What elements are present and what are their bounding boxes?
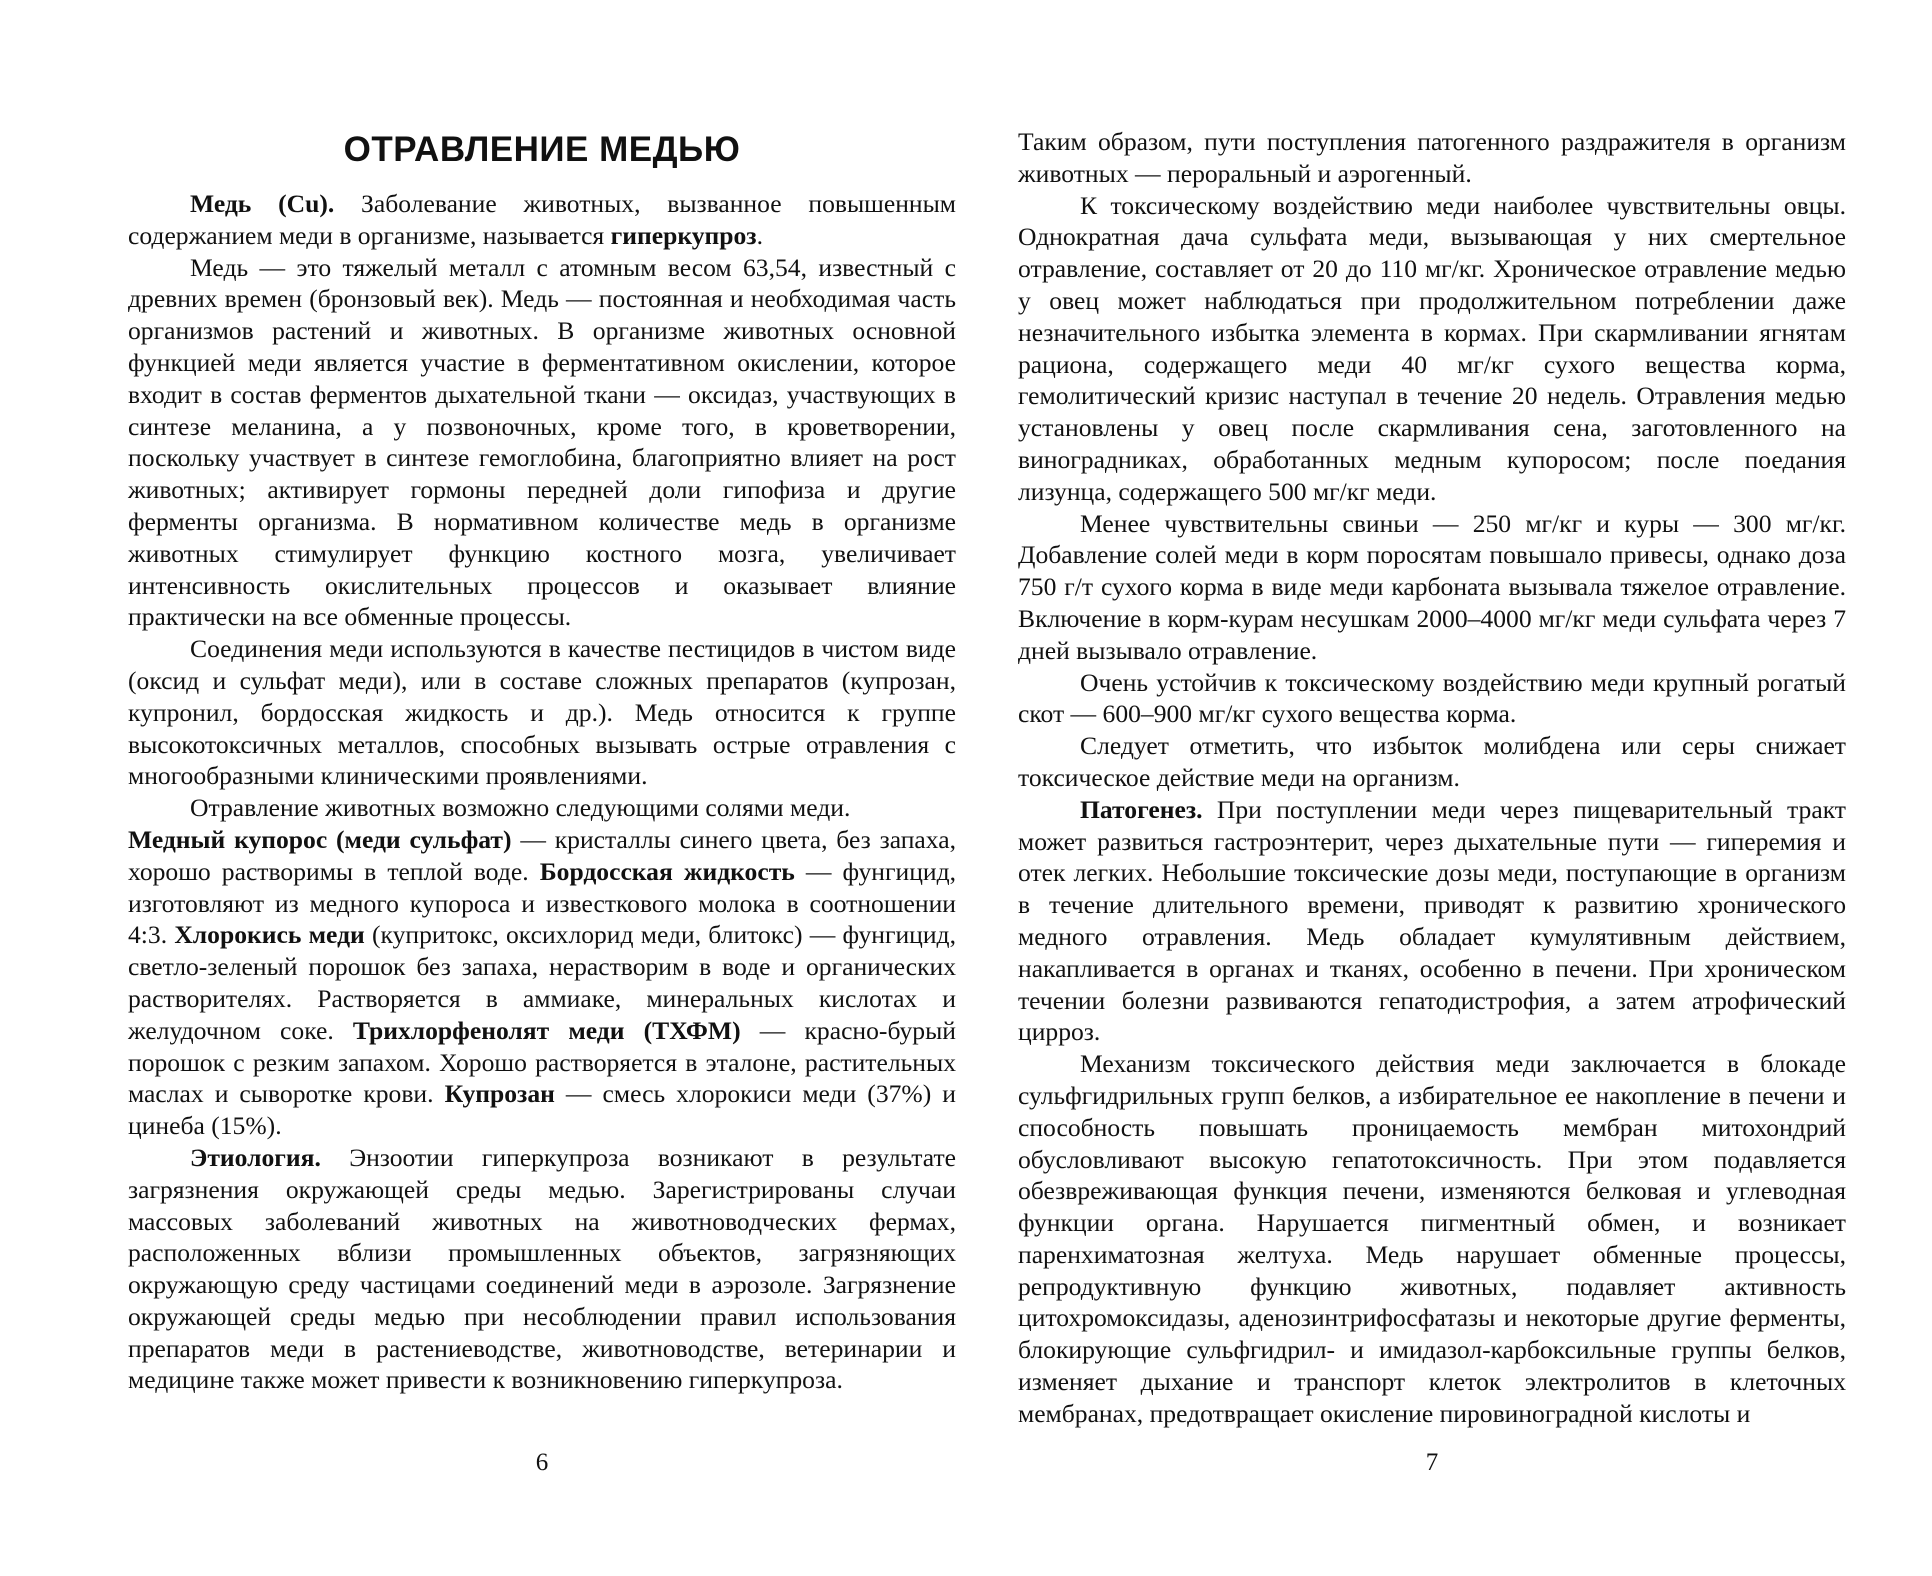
term-bordeaux-mixture: Бордосская жидкость <box>539 856 795 886</box>
paragraph: Медь (Cu). Заболевание животных, вызванное повышенным содержанием меди в организме, называется гиперкупроз. <box>128 189 956 250</box>
right-page-text <box>1018 126 1846 1430</box>
term-copper-sulfate: Медный купорос (меди сульфат) <box>128 824 512 854</box>
paragraph: Таким образом, пути поступления патогенного раздражителя в организм животных — пероральный и аэрогенный. <box>1018 127 1846 188</box>
paragraph: Медь — это тяжелый металл с атомным весом 63,54, известный с древних времен (бронзовый век). Медь — постоянная и необходимая часть организмов растений и животных. В организме животных основной функцией меди является участие в ферментативном окислении, которое входит в состав ферментов дыхательной ткани — оксидаз, участвующих в синтезе меланина, а у позвоночных, кроме того, в кроветворении, поскольку участвует в синтезе гемоглобина, благоприятно влияет на рост животных; активирует гормоны передней доли гипофиза и другие ферменты организма. В нормативном количестве медь в организме животных стимулирует функцию костного мозга, увеличивает интенсивность окислительных процессов и оказывает влияние практически на все обменные процессы. <box>128 252 956 632</box>
paragraph: К токсическому воздействию меди наиболее чувствительны овцы. Однократная дача сульфата меди, вызывающая у них смертельное отравление, составляет от 20 до 110 мг/кг. Хроническое отравление медью у овец может наблюдаться при продолжительном потреблении даже незначительного избытка элемента в кормах. При скармливании ягнятам рациона, содержащего меди 40 мг/кг сухого вещества корма, гемолитический кризис наступал в течение 20 недель. Отравления медью установлены у овец после скармливания сена, заготовленного на виноградниках, обработанных медным купоросом; после поедания лизунца, содержащего 500 мг/кг меди. <box>1018 190 1846 506</box>
term-copper-oxychloride: Хлорокись меди <box>174 920 365 950</box>
section-heading-etiology: Этиология. <box>190 1142 321 1172</box>
chapter-title: ОТРАВЛЕНИЕ МЕДЬЮ <box>343 130 741 169</box>
term-copper: Медь (Cu). <box>190 189 335 218</box>
page-number: 6 <box>535 1449 549 1476</box>
term-cuprozan: Купрозан <box>444 1079 555 1109</box>
section-heading-pathogenesis: Патогенез. <box>1080 794 1203 824</box>
paragraph: Следует отметить, что избыток молибдена или серы снижает токсическое действие меди на организм. <box>1018 731 1846 792</box>
paragraph: Патогенез. При поступлении меди через пищеварительный тракт может развиться гастроэнтерит, через дыхательные пути — гиперемия и отек легких. Небольшие токсические дозы меди, поступающие в организм в течение длительного времени, приводят к развитию хронического медного отравления. Медь обладает кумулятивным действием, накапливается в органах и тканях, особенно в печени. При хроническом течении болезни развиваются гепатодистрофия, а затем атрофический цирроз. <box>1018 794 1846 1047</box>
page-number: 7 <box>1425 1449 1439 1476</box>
paragraph: Механизм токсического действия меди заключается в блокаде сульфгидрильных групп белков, а избирательное ее накопление в печени и способность повышать проницаемость мембран митохондрий обусловливают высокую гепатотоксичность. При этом подавляется обезвреживающая функция печени, изменяются белковая и углеводная функции органа. Нарушается пигментный обмен, и возникает паренхиматозная желтуха. Медь нарушает обменные процессы, репродуктивную функцию животных, подавляет активность цитохромоксидазы, аденозинтрифосфатазы и некоторые другие ферменты, блокирующие сульфгидрил- и имидазол-карбоксильные группы белков, изменяет дыхание и транспорт клеток электролитов в клеточных мембранах, предотвращает окисление пировиноградной кислоты и <box>1018 1049 1846 1428</box>
left-page-text <box>128 188 956 1396</box>
paragraph: Отравление животных возможно следующими солями меди. <box>190 793 851 823</box>
paragraph: Менее чувствительны свиньи — 250 мг/кг и куры — 300 мг/кг. Добавление солей меди в корм поросятам повышало привесы, однако доза 750 г/т сухого корма в виде меди карбоната вызывала тяжелое отравление. Включение в корм-курам несушкам 2000–4000 мг/кг меди сульфата через 7 дней вызывало отравление. <box>1018 508 1846 665</box>
paragraph: Очень устойчив к токсическому воздействию меди крупный рогатый скот — 600–900 мг/кг сухого вещества корма. <box>1018 667 1846 729</box>
paragraph: Соединения меди используются в качестве пестицидов в чистом виде (оксид и сульфат меди), или в составе сложных препаратов (купрозан, купронил, бордосская жидкость и др.). Медь относится к группе высокотоксичных металлов, способных вызывать острые отравления с многообразными клиническими проявлениями. <box>128 634 956 791</box>
term-copper-trichlorophenolate: Трихлорфенолят меди (ТХФМ) <box>352 1015 741 1045</box>
term-hypercuprosis: гиперкупроз <box>610 220 757 250</box>
paragraph: Медный купорос (меди сульфат) — кристаллы синего цвета, без запаха, хорошо растворимы в теплой воде. Бордосская жидкость — фунгицид, изготовляют из медного купороса и известкового молока в соотношении 4:3. Хлорокись меди (купритокс, оксихлорид меди, блитокс) — фунгицид, светло-зеленый порошок без запаха, нерастворим в воде и органических растворителях. Растворяется в аммиаке, минеральных кислотах и желудочном соке. Трихлорфенолят меди (ТХФМ) — красно-бурый порошок с резким запахом. Хорошо растворяется в эталоне, растительных маслах и сыворотке крови. Купрозан — смесь хлорокиси меди (37%) и цинеба (15%). <box>128 824 957 1141</box>
paragraph: Этиология. Энзоотии гиперкупроза возникают в результате загрязнения окружающей среды медью. Зарегистрированы случаи массовых заболеваний животных на животноводческих фермах, расположенных вблизи промышленных объектов, загрязняющих окружающую среду частицами соединений меди в аэрозоле. Загрязнение окружающей среды медью при несоблюдении правил использования препаратов меди в растениеводстве, животноводстве, ветеринарии и медицине также может привести к возникновению гиперкупроза. <box>128 1142 956 1395</box>
